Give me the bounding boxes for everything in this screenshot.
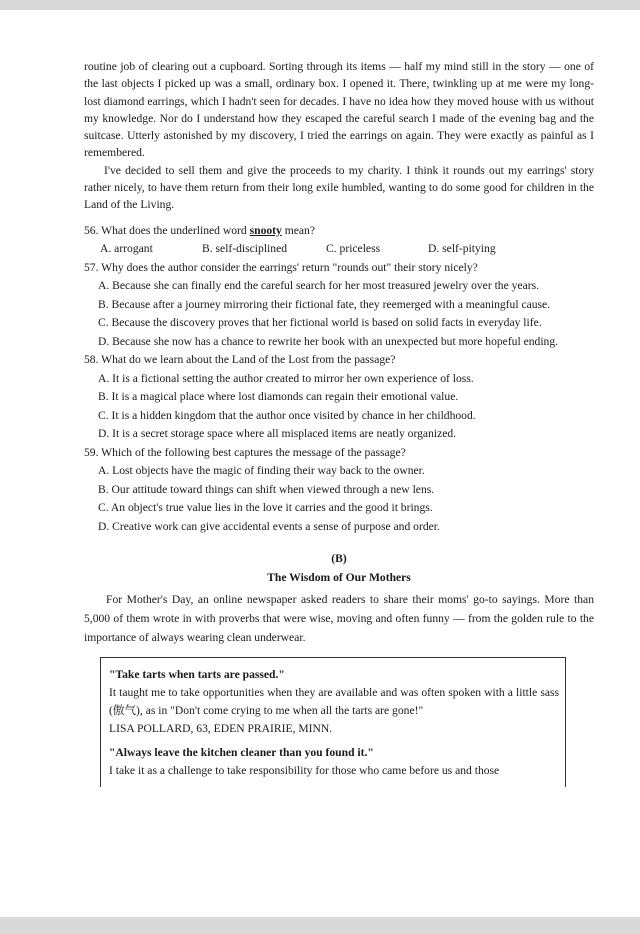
option-b: B. It is a magical place where lost diamonds can regain their emotional value. xyxy=(98,390,459,404)
document-page xyxy=(84,58,594,647)
saying-1-title: "Take tarts when tarts are passed." xyxy=(109,668,285,681)
question-59 xyxy=(84,444,594,537)
option-c: C. Because the discovery proves that her fictional world is based on solid facts in everyday life. xyxy=(98,316,542,330)
question-58 xyxy=(84,351,594,444)
question-56 xyxy=(84,222,594,259)
option-c: C. It is a hidden kingdom that the author once visited by chance in her childhood. xyxy=(98,408,476,422)
question-59-stem: 59. Which of the following best captures the message of the passage? xyxy=(84,445,406,459)
question-57 xyxy=(84,259,594,352)
option-d: D. self-pitying xyxy=(428,242,496,256)
option-a: A. arrogant xyxy=(100,242,153,256)
option-b: B. self-disciplined xyxy=(202,242,288,256)
underlined-word: snooty xyxy=(249,223,282,237)
bottom-border xyxy=(0,917,640,934)
question-58-stem: 58. What do we learn about the Land of the Lost from the passage? xyxy=(84,353,396,367)
saying-2-title: "Always leave the kitchen cleaner than you found it." xyxy=(109,746,374,759)
top-border xyxy=(0,0,640,10)
option-d: D. Because she now has a chance to rewrite her book with an unexpected but more hopeful ending. xyxy=(98,334,559,348)
saying-1-text: It taught me to take opportunities when they are available and was often spoken with a little sass (傲气), as in "Don't come crying to me when all the tarts are gone!" xyxy=(109,686,559,717)
option-a: A. It is a fictional setting the author created to mirror her own experience of loss. xyxy=(98,371,474,385)
option-b: B. Our attitude toward things can shift when viewed through a new lens. xyxy=(98,482,435,496)
option-d: D. It is a secret storage space where all misplaced items are neatly organized. xyxy=(98,427,457,441)
section-label: (B) xyxy=(331,552,347,566)
section-title: The Wisdom of Our Mothers xyxy=(267,571,411,585)
sayings-box xyxy=(100,657,566,787)
question-57-stem: 57. Why does the author consider the earrings' return "rounds out" their story nicely? xyxy=(84,260,478,274)
option-a: A. Because she can finally end the careful search for her most treasured jewelry over the years. xyxy=(98,279,540,293)
section-intro: For Mother's Day, an online newspaper asked readers to share their moms' go-to sayings. More than 5,000 of them wrote in with proverbs that were wise, moving and often funny — from the golden rule to the importance of always wearing clean underwear. xyxy=(84,593,594,645)
passage-paragraph-2: I've decided to sell them and give the proceeds to my charity. I think it rounds out my earrings' story rather nicely, to have them return from their long exile humbled, wanting to do some good for children in the Land of the Living. xyxy=(84,163,594,212)
option-c: C. priceless xyxy=(326,242,381,256)
passage-paragraph-1: routine job of clearing out a cupboard. Sorting through its items — half my mind still in the story — one of the last objects I picked up was a small, ordinary box. I opened it. There, twinkling up at me were my long-lost diamond earrings, which I hadn't seen for decades. I have no idea how they moved house with us without my knowledge. Nor do I understand how they escaped the careful search I made of the evening bag and the suitcase. Utterly astonished by my discovery, I tried the earrings on again. They were exactly as painful as I remembered. xyxy=(84,60,594,160)
option-c: C. An object's true value lies in the love it carries and the good it brings. xyxy=(98,501,433,515)
question-56-options xyxy=(84,240,594,259)
option-a: A. Lost objects have the magic of finding their way back to the owner. xyxy=(98,464,425,478)
question-56-stem: 56. What does the underlined word snooty mean? xyxy=(84,223,315,237)
saying-2-text: I take it as a challenge to take responsibility for those who came before us and those xyxy=(109,764,500,777)
saying-1-author: LISA POLLARD, 63, EDEN PRAIRIE, MINN. xyxy=(109,722,333,735)
option-d: D. Creative work can give accidental events a sense of purpose and order. xyxy=(98,519,440,533)
option-b: B. Because after a journey mirroring their fictional fate, they reemerged with a meaningful cause. xyxy=(98,297,551,311)
